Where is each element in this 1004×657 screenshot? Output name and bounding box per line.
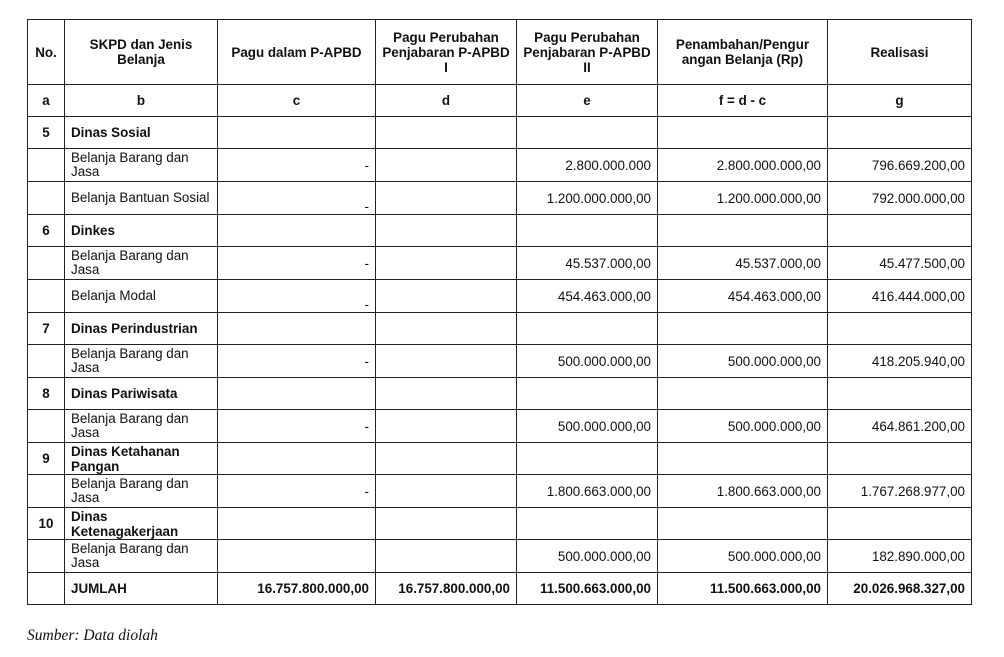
item-pagu-i — [376, 149, 517, 182]
item-penambahan: 500.000.000,00 — [658, 345, 828, 378]
total-pagu-papbd: 16.757.800.000,00 — [218, 573, 376, 605]
letter-g: g — [828, 85, 972, 117]
total-pagu-ii: 11.500.663.000,00 — [517, 573, 658, 605]
section-number: 7 — [28, 313, 65, 345]
header-no: No. — [28, 20, 65, 85]
header-row — [28, 20, 972, 85]
item-name: Belanja Barang dan Jasa — [65, 247, 218, 280]
item-no-cell — [28, 149, 65, 182]
item-pagu-papbd: - — [218, 410, 376, 443]
item-pagu-i — [376, 540, 517, 573]
item-pagu-ii: 1.200.000.000,00 — [517, 182, 658, 215]
item-realisasi: 796.669.200,00 — [828, 149, 972, 182]
table-row — [28, 540, 972, 573]
empty-cell — [658, 215, 828, 247]
header-penambahan — [658, 20, 828, 85]
empty-cell — [658, 117, 828, 149]
empty-cell — [218, 508, 376, 540]
empty-cell — [218, 378, 376, 410]
empty-cell — [828, 215, 972, 247]
table-row — [28, 345, 972, 378]
letter-b: b — [65, 85, 218, 117]
item-pagu-i — [376, 280, 517, 313]
total-label: JUMLAH — [65, 573, 218, 605]
empty-cell — [517, 508, 658, 540]
letter-a: a — [28, 85, 65, 117]
empty-cell — [376, 117, 517, 149]
section-name: Dinas Perindustrian — [65, 313, 218, 345]
item-pagu-papbd: - — [218, 280, 376, 313]
empty-cell — [376, 313, 517, 345]
item-pagu-ii: 500.000.000,00 — [517, 410, 658, 443]
section-number: 6 — [28, 215, 65, 247]
empty-cell — [218, 117, 376, 149]
header-pagu-ii: Pagu Perubahan Penjabaran P-APBD II — [517, 20, 658, 85]
item-name: Belanja Barang dan Jasa — [65, 475, 218, 508]
item-penambahan: 1.800.663.000,00 — [658, 475, 828, 508]
empty-cell — [658, 313, 828, 345]
empty-cell — [658, 378, 828, 410]
empty-cell — [828, 443, 972, 475]
item-name: Belanja Modal — [65, 280, 218, 313]
empty-cell — [828, 117, 972, 149]
section-number: 8 — [28, 378, 65, 410]
empty-cell — [517, 117, 658, 149]
item-pagu-i — [376, 475, 517, 508]
empty-cell — [376, 443, 517, 475]
empty-cell — [517, 443, 658, 475]
item-no-cell — [28, 247, 65, 280]
section-row — [28, 508, 972, 540]
budget-table — [27, 19, 972, 605]
item-pagu-papbd: - — [218, 247, 376, 280]
item-no-cell — [28, 540, 65, 573]
section-name: Dinas Ketahanan Pangan — [65, 443, 218, 475]
empty-cell — [517, 313, 658, 345]
section-row — [28, 313, 972, 345]
item-pagu-i — [376, 410, 517, 443]
item-pagu-papbd: - — [218, 182, 376, 215]
section-name: Dinkes — [65, 215, 218, 247]
empty-cell — [376, 508, 517, 540]
item-realisasi: 792.000.000,00 — [828, 182, 972, 215]
empty-cell — [218, 443, 376, 475]
total-realisasi: 20.026.968.327,00 — [828, 573, 972, 605]
letter-e: e — [517, 85, 658, 117]
item-realisasi: 45.477.500,00 — [828, 247, 972, 280]
table-row — [28, 475, 972, 508]
item-realisasi: 416.444.000,00 — [828, 280, 972, 313]
item-penambahan: 500.000.000,00 — [658, 540, 828, 573]
item-pagu-i — [376, 182, 517, 215]
source-note: Sumber: Data diolah — [27, 627, 158, 644]
item-penambahan: 1.200.000.000,00 — [658, 182, 828, 215]
item-pagu-papbd: - — [218, 475, 376, 508]
item-name: Belanja Barang dan Jasa — [65, 540, 218, 573]
total-row — [28, 573, 972, 605]
empty-cell — [828, 508, 972, 540]
item-no-cell — [28, 280, 65, 313]
item-penambahan: 45.537.000,00 — [658, 247, 828, 280]
letter-c: c — [218, 85, 376, 117]
table-header — [28, 20, 972, 85]
item-name: Belanja Bantuan Sosial — [65, 182, 218, 215]
item-name: Belanja Barang dan Jasa — [65, 149, 218, 182]
item-pagu-i — [376, 247, 517, 280]
item-pagu-ii: 454.463.000,00 — [517, 280, 658, 313]
item-realisasi: 464.861.200,00 — [828, 410, 972, 443]
header-pagu-i: Pagu Perubahan Penjabaran P-APBD I — [376, 20, 517, 85]
item-penambahan: 2.800.000.000,00 — [658, 149, 828, 182]
item-pagu-ii: 45.537.000,00 — [517, 247, 658, 280]
item-penambahan: 454.463.000,00 — [658, 280, 828, 313]
empty-cell — [218, 313, 376, 345]
table-row — [28, 149, 972, 182]
header-skpd: SKPD dan Jenis Belanja — [65, 20, 218, 85]
section-name: Dinas Pariwisata — [65, 378, 218, 410]
empty-cell — [376, 215, 517, 247]
total-no-cell — [28, 573, 65, 605]
item-no-cell — [28, 410, 65, 443]
table-row — [28, 410, 972, 443]
letter-f: f = d - c — [658, 85, 828, 117]
table-row — [28, 182, 972, 215]
header-penambahan-line2: angan Belanja (Rp) — [681, 52, 804, 67]
item-pagu-ii: 500.000.000,00 — [517, 540, 658, 573]
empty-cell — [658, 443, 828, 475]
item-pagu-papbd — [218, 540, 376, 573]
header-penambahan-line1: Penambahan/Pengur — [675, 37, 810, 52]
empty-cell — [376, 378, 517, 410]
total-pagu-i: 16.757.800.000,00 — [376, 573, 517, 605]
empty-cell — [828, 313, 972, 345]
item-no-cell — [28, 345, 65, 378]
section-number: 10 — [28, 508, 65, 540]
item-realisasi: 182.890.000,00 — [828, 540, 972, 573]
empty-cell — [658, 508, 828, 540]
item-name: Belanja Barang dan Jasa — [65, 410, 218, 443]
item-pagu-papbd: - — [218, 345, 376, 378]
empty-cell — [828, 378, 972, 410]
item-name: Belanja Barang dan Jasa — [65, 345, 218, 378]
empty-cell — [218, 215, 376, 247]
item-pagu-i — [376, 345, 517, 378]
header-realisasi: Realisasi — [828, 20, 972, 85]
item-pagu-ii: 2.800.000.000 — [517, 149, 658, 182]
section-row — [28, 378, 972, 410]
section-row — [28, 443, 972, 475]
section-number: 9 — [28, 443, 65, 475]
empty-cell — [517, 378, 658, 410]
table-row — [28, 247, 972, 280]
item-realisasi: 418.205.940,00 — [828, 345, 972, 378]
item-pagu-ii: 500.000.000,00 — [517, 345, 658, 378]
item-no-cell — [28, 475, 65, 508]
column-letter-row — [28, 85, 972, 117]
item-realisasi: 1.767.268.977,00 — [828, 475, 972, 508]
section-name: Dinas Ketenagakerjaan — [65, 508, 218, 540]
section-row — [28, 117, 972, 149]
empty-cell — [517, 215, 658, 247]
table-body — [28, 85, 972, 573]
item-no-cell — [28, 182, 65, 215]
item-pagu-ii: 1.800.663.000,00 — [517, 475, 658, 508]
section-name: Dinas Sosial — [65, 117, 218, 149]
item-penambahan: 500.000.000,00 — [658, 410, 828, 443]
header-pagu-papbd: Pagu dalam P-APBD — [218, 20, 376, 85]
table-row — [28, 280, 972, 313]
section-number: 5 — [28, 117, 65, 149]
item-pagu-papbd: - — [218, 149, 376, 182]
letter-d: d — [376, 85, 517, 117]
total-penambahan: 11.500.663.000,00 — [658, 573, 828, 605]
section-row — [28, 215, 972, 247]
